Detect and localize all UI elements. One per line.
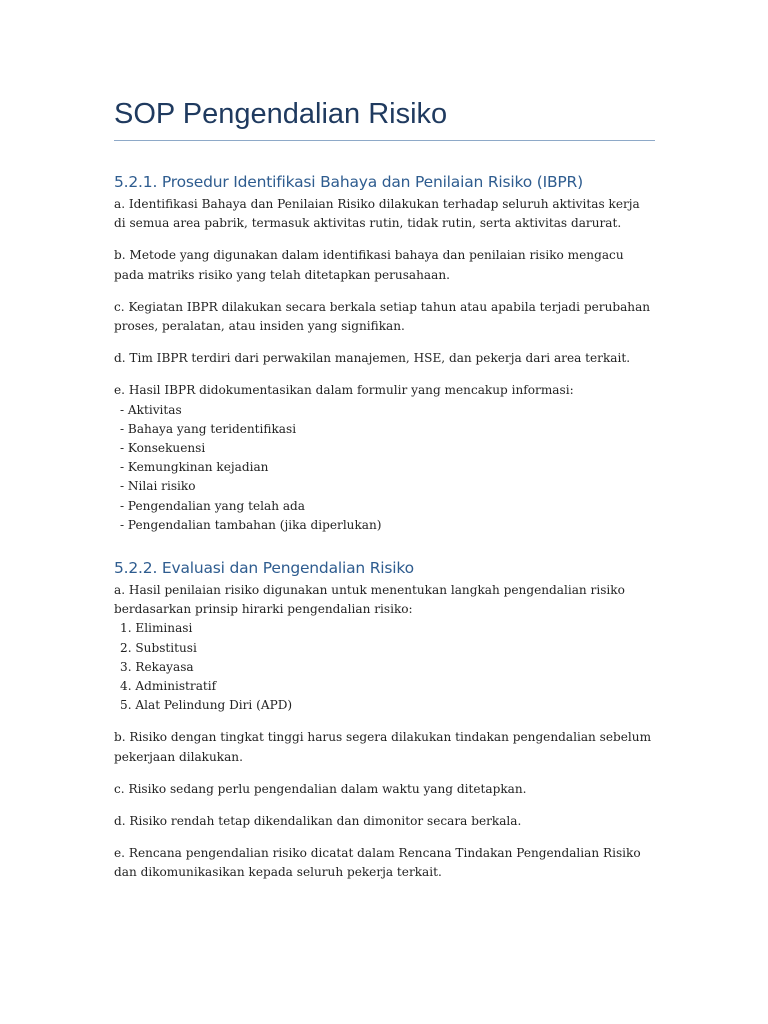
hierarchy-list-wrap: [114, 619, 655, 715]
paragraph-ibpr-b: b. Metode yang digunakan dalam identifikasi bahaya dan penilaian risiko mengacu pada matriks risiko yang telah ditetapkan perusahaan.: [114, 248, 624, 282]
list-item: 2. Substitusi: [120, 640, 197, 655]
section-heading-evaluasi: 5.2.2. Evaluasi dan Pengendalian Risiko: [114, 559, 414, 578]
section-ibpr: [114, 171, 655, 535]
list-item: - Bahaya yang teridentifikasi: [120, 421, 297, 436]
list-item: - Aktivitas: [120, 402, 182, 417]
ibpr-info-list: [114, 401, 655, 535]
list-item: - Nilai risiko: [120, 479, 196, 494]
section-heading-ibpr: 5.2.1. Prosedur Identifikasi Bahaya dan Penilaian Risiko (IBPR): [114, 173, 583, 191]
paragraph-evaluasi-d: d. Risiko rendah tetap dikendalikan dan dimonitor secara berkala.: [114, 814, 522, 829]
list-item: - Pengendalian tambahan (jika diperlukan): [120, 517, 382, 532]
paragraph-ibpr-e: e. Hasil IBPR didokumentasikan dalam formulir yang mencakup informasi:: [114, 383, 574, 398]
list-item: 5. Alat Pelindung Diri (APD): [120, 698, 293, 713]
document-title: SOP Pengendalian Risiko: [114, 96, 655, 141]
list-item: - Pengendalian yang telah ada: [120, 498, 305, 513]
list-item: 1. Eliminasi: [120, 621, 193, 636]
hierarchy-list: [114, 619, 655, 715]
section-evaluasi: [114, 557, 655, 883]
paragraph-evaluasi-c: c. Risiko sedang perlu pengendalian dalam waktu yang ditetapkan.: [114, 781, 527, 796]
paragraph-evaluasi-e: e. Rencana pengendalian risiko dicatat dalam Rencana Tindakan Pengendalian Risiko dan dikomunikasikan kepada seluruh pekerja terkait.: [114, 846, 641, 880]
list-item: - Konsekuensi: [120, 441, 206, 456]
paragraph-ibpr-c: c. Kegiatan IBPR dilakukan secara berkala setiap tahun atau apabila terjadi perubahan proses, peralatan, atau insiden yang signifikan.: [114, 299, 651, 334]
list-item: 3. Rekayasa: [120, 659, 194, 674]
list-item: 4. Administratif: [120, 679, 217, 694]
list-item: - Kemungkinan kejadian: [120, 460, 269, 475]
paragraph-ibpr-a: a. Identifikasi Bahaya dan Penilaian Risiko dilakukan terhadap seluruh aktivitas kerja di semua area pabrik, termasuk aktivitas rutin, tidak rutin, serta aktivitas darurat.: [114, 197, 640, 231]
paragraph-evaluasi-a: a. Hasil penilaian risiko digunakan untuk menentukan langkah pengendalian risiko berdasarkan prinsip hirarki pengendalian risiko:: [114, 583, 625, 617]
paragraph-ibpr-d: d. Tim IBPR terdiri dari perwakilan manajemen, HSE, dan pekerja dari area terkait.: [114, 351, 631, 366]
ibpr-info-list-wrap: [114, 401, 655, 535]
document-page: [114, 96, 655, 896]
paragraph-evaluasi-b: b. Risiko dengan tingkat tinggi harus segera dilakukan tindakan pengendalian sebelum pekerjaan dilakukan.: [114, 730, 652, 764]
